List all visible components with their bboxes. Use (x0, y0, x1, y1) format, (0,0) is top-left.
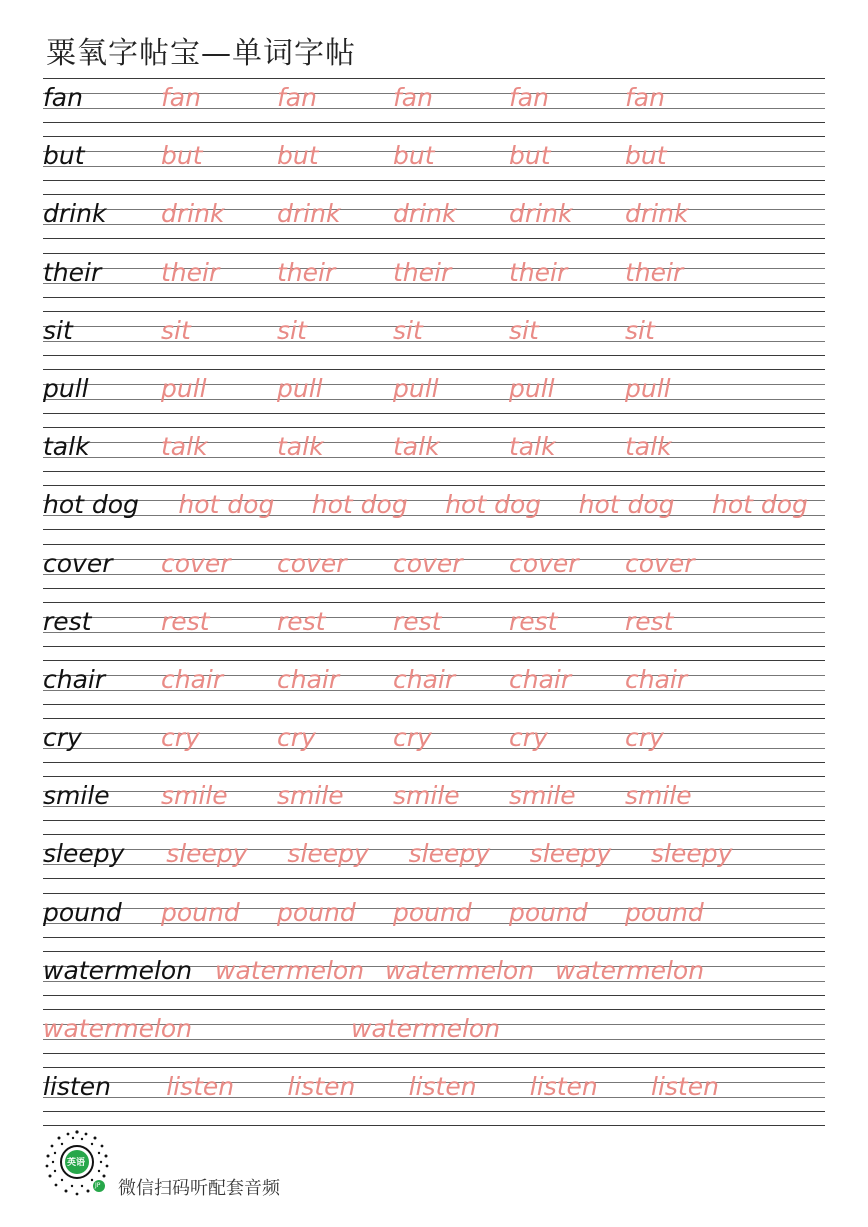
trace-word: their (509, 257, 568, 287)
model-word: smile (43, 781, 110, 811)
ruled-line (43, 369, 825, 370)
ruled-line (43, 878, 825, 879)
trace-word: rest (161, 606, 210, 636)
trace-word: watermelon (43, 1014, 193, 1043)
trace-word: pull (625, 373, 671, 403)
qr-corner-label: JP (95, 1182, 101, 1189)
practice-row (43, 834, 825, 892)
trace-word: pull (277, 373, 323, 403)
trace-word: cry (625, 723, 664, 753)
practice-row (43, 369, 825, 427)
practice-row (43, 485, 825, 543)
model-word: pull (43, 373, 89, 403)
trace-word: smile (625, 781, 692, 811)
trace-word: cover (393, 548, 463, 578)
practice-row (43, 893, 825, 951)
ruled-line (43, 500, 825, 501)
qr-badge-label: 英语 (67, 1158, 86, 1168)
ruled-line (43, 311, 825, 312)
ruled-line (43, 893, 825, 894)
ruled-line (43, 762, 825, 763)
trace-word: chair (277, 664, 340, 694)
trace-word: chair (161, 664, 224, 694)
trace-word: talk (625, 432, 672, 462)
ruled-line (43, 718, 825, 719)
trace-word: cover (161, 548, 231, 578)
trace-word: hot dog (311, 490, 408, 520)
trace-word: but (277, 141, 319, 171)
trace-word: cover (277, 548, 347, 578)
trace-word: fan (161, 83, 201, 112)
trace-word: rest (625, 606, 674, 636)
practice-row (43, 1067, 825, 1125)
practice-row (43, 776, 825, 834)
model-word: but (43, 141, 85, 171)
trace-word: chair (509, 664, 572, 694)
copybook-sheet (43, 78, 825, 1126)
trace-word: hot dog (578, 490, 675, 520)
trace-word: fan (277, 83, 317, 112)
trace-word: fan (509, 83, 549, 112)
model-word: chair (43, 664, 106, 694)
footer (42, 1128, 442, 1198)
practice-row (43, 602, 825, 660)
ruled-line (43, 1053, 825, 1054)
trace-word: pound (161, 897, 240, 927)
ruled-line (43, 515, 825, 516)
ruled-line (43, 1009, 825, 1010)
trace-word: drink (509, 199, 573, 229)
ruled-line (43, 529, 825, 530)
trace-word: pull (161, 373, 207, 403)
trace-word: smile (277, 781, 344, 811)
trace-word: drink (277, 199, 341, 229)
footer-caption: 微信扫码听配套音频 (118, 1178, 280, 1199)
trace-word: fan (393, 83, 433, 112)
trace-word: sit (509, 315, 539, 345)
ruled-line (43, 136, 825, 137)
ruled-line (43, 951, 825, 952)
trace-word: listen (408, 1072, 477, 1102)
ruled-line (43, 1067, 825, 1068)
trace-word: talk (509, 432, 556, 462)
trace-word: pull (509, 373, 555, 403)
trace-word: their (277, 257, 336, 287)
ruled-line (43, 1111, 825, 1112)
practice-row (43, 544, 825, 602)
trace-word: sit (625, 315, 655, 345)
trace-word: cover (625, 548, 695, 578)
practice-row (43, 194, 825, 252)
practice-row (43, 311, 825, 369)
trace-word: watermelon (351, 1014, 501, 1043)
ruled-line (43, 834, 825, 835)
trace-word: sit (393, 315, 423, 345)
ruled-line (43, 413, 825, 414)
ruled-line (43, 588, 825, 589)
model-word: cover (43, 548, 113, 578)
practice-row (43, 1009, 825, 1067)
trace-word: drink (393, 199, 457, 229)
trace-word: watermelon (385, 955, 535, 985)
ruled-line (43, 995, 825, 996)
trace-word: cry (393, 723, 432, 753)
trace-word: but (393, 141, 435, 171)
model-word: drink (43, 199, 107, 229)
trace-word: sleepy (408, 839, 490, 869)
trace-word: listen (166, 1072, 235, 1102)
trace-word: sleepy (529, 839, 612, 869)
trace-word: talk (393, 432, 440, 462)
ruled-line (43, 253, 825, 254)
trace-word: rest (277, 606, 326, 636)
ruled-line (43, 78, 825, 79)
trace-word: hot dog (712, 490, 808, 520)
ruled-line (43, 122, 825, 123)
trace-word: chair (625, 664, 688, 694)
trace-word: sleepy (166, 839, 248, 869)
ruled-line (43, 355, 825, 356)
ruled-line (43, 704, 825, 705)
model-word: cry (43, 723, 82, 753)
ruled-line (43, 485, 825, 486)
ruled-line (43, 937, 825, 938)
trace-word: smile (161, 781, 228, 811)
trace-word: but (509, 141, 551, 171)
model-word: talk (43, 432, 90, 462)
practice-row (43, 78, 825, 136)
trace-word: cry (277, 723, 316, 753)
trace-word: cry (509, 723, 548, 753)
model-word: fan (43, 83, 83, 112)
trace-word: smile (393, 781, 460, 811)
model-word: hot dog (43, 490, 139, 520)
trace-word: rest (393, 606, 442, 636)
trace-word: chair (393, 664, 456, 694)
trace-word: drink (625, 199, 689, 229)
trace-word: cover (509, 548, 579, 578)
practice-row (43, 718, 825, 776)
trace-word: watermelon (215, 955, 365, 985)
ruled-line (43, 427, 825, 428)
trace-word: cry (161, 723, 200, 753)
trace-word: pound (393, 897, 472, 927)
ruled-line (43, 180, 825, 181)
trace-word: pound (509, 897, 588, 927)
ruled-line (43, 297, 825, 298)
trace-word: sit (161, 315, 191, 345)
model-word: listen (43, 1072, 111, 1102)
trace-word: smile (509, 781, 576, 811)
trace-word: pound (625, 897, 704, 927)
practice-row (43, 660, 825, 718)
trace-word: listen (529, 1072, 598, 1102)
ruled-line (43, 1125, 825, 1126)
trace-word: sleepy (651, 839, 733, 869)
trace-word: drink (161, 199, 225, 229)
trace-word: watermelon (555, 955, 705, 985)
ruled-line (43, 660, 825, 661)
trace-word: talk (161, 432, 208, 462)
model-word: their (43, 257, 102, 287)
trace-word: sleepy (287, 839, 369, 869)
ruled-line (43, 602, 825, 603)
trace-word: their (393, 257, 452, 287)
trace-word: their (625, 257, 684, 287)
ruled-line (43, 471, 825, 472)
ruled-line (43, 544, 825, 545)
trace-word: listen (287, 1072, 356, 1102)
trace-word: hot dog (445, 490, 542, 520)
model-word: sleepy (43, 839, 125, 869)
trace-word: rest (509, 606, 558, 636)
practice-row (43, 951, 825, 1009)
ruled-line (43, 194, 825, 195)
trace-word: listen (651, 1072, 719, 1102)
trace-word: but (625, 141, 667, 171)
model-word: pound (43, 897, 122, 927)
practice-row (43, 136, 825, 194)
page-title: 粟氧字帖宝—单词字帖 (46, 36, 356, 71)
trace-word: sit (277, 315, 307, 345)
model-word: rest (43, 606, 92, 636)
model-word: sit (43, 315, 73, 345)
practice-row (43, 253, 825, 311)
trace-word: talk (277, 432, 324, 462)
ruled-line (43, 646, 825, 647)
ruled-line (43, 820, 825, 821)
practice-row (43, 427, 825, 485)
model-word: watermelon (43, 955, 193, 985)
ruled-line (43, 238, 825, 239)
trace-word: their (161, 257, 220, 287)
trace-word: fan (625, 83, 665, 112)
trace-word: pull (393, 373, 439, 403)
trace-word: hot dog (178, 490, 275, 520)
trace-word: pound (277, 897, 356, 927)
trace-word: but (161, 141, 203, 171)
ruled-line (43, 776, 825, 777)
